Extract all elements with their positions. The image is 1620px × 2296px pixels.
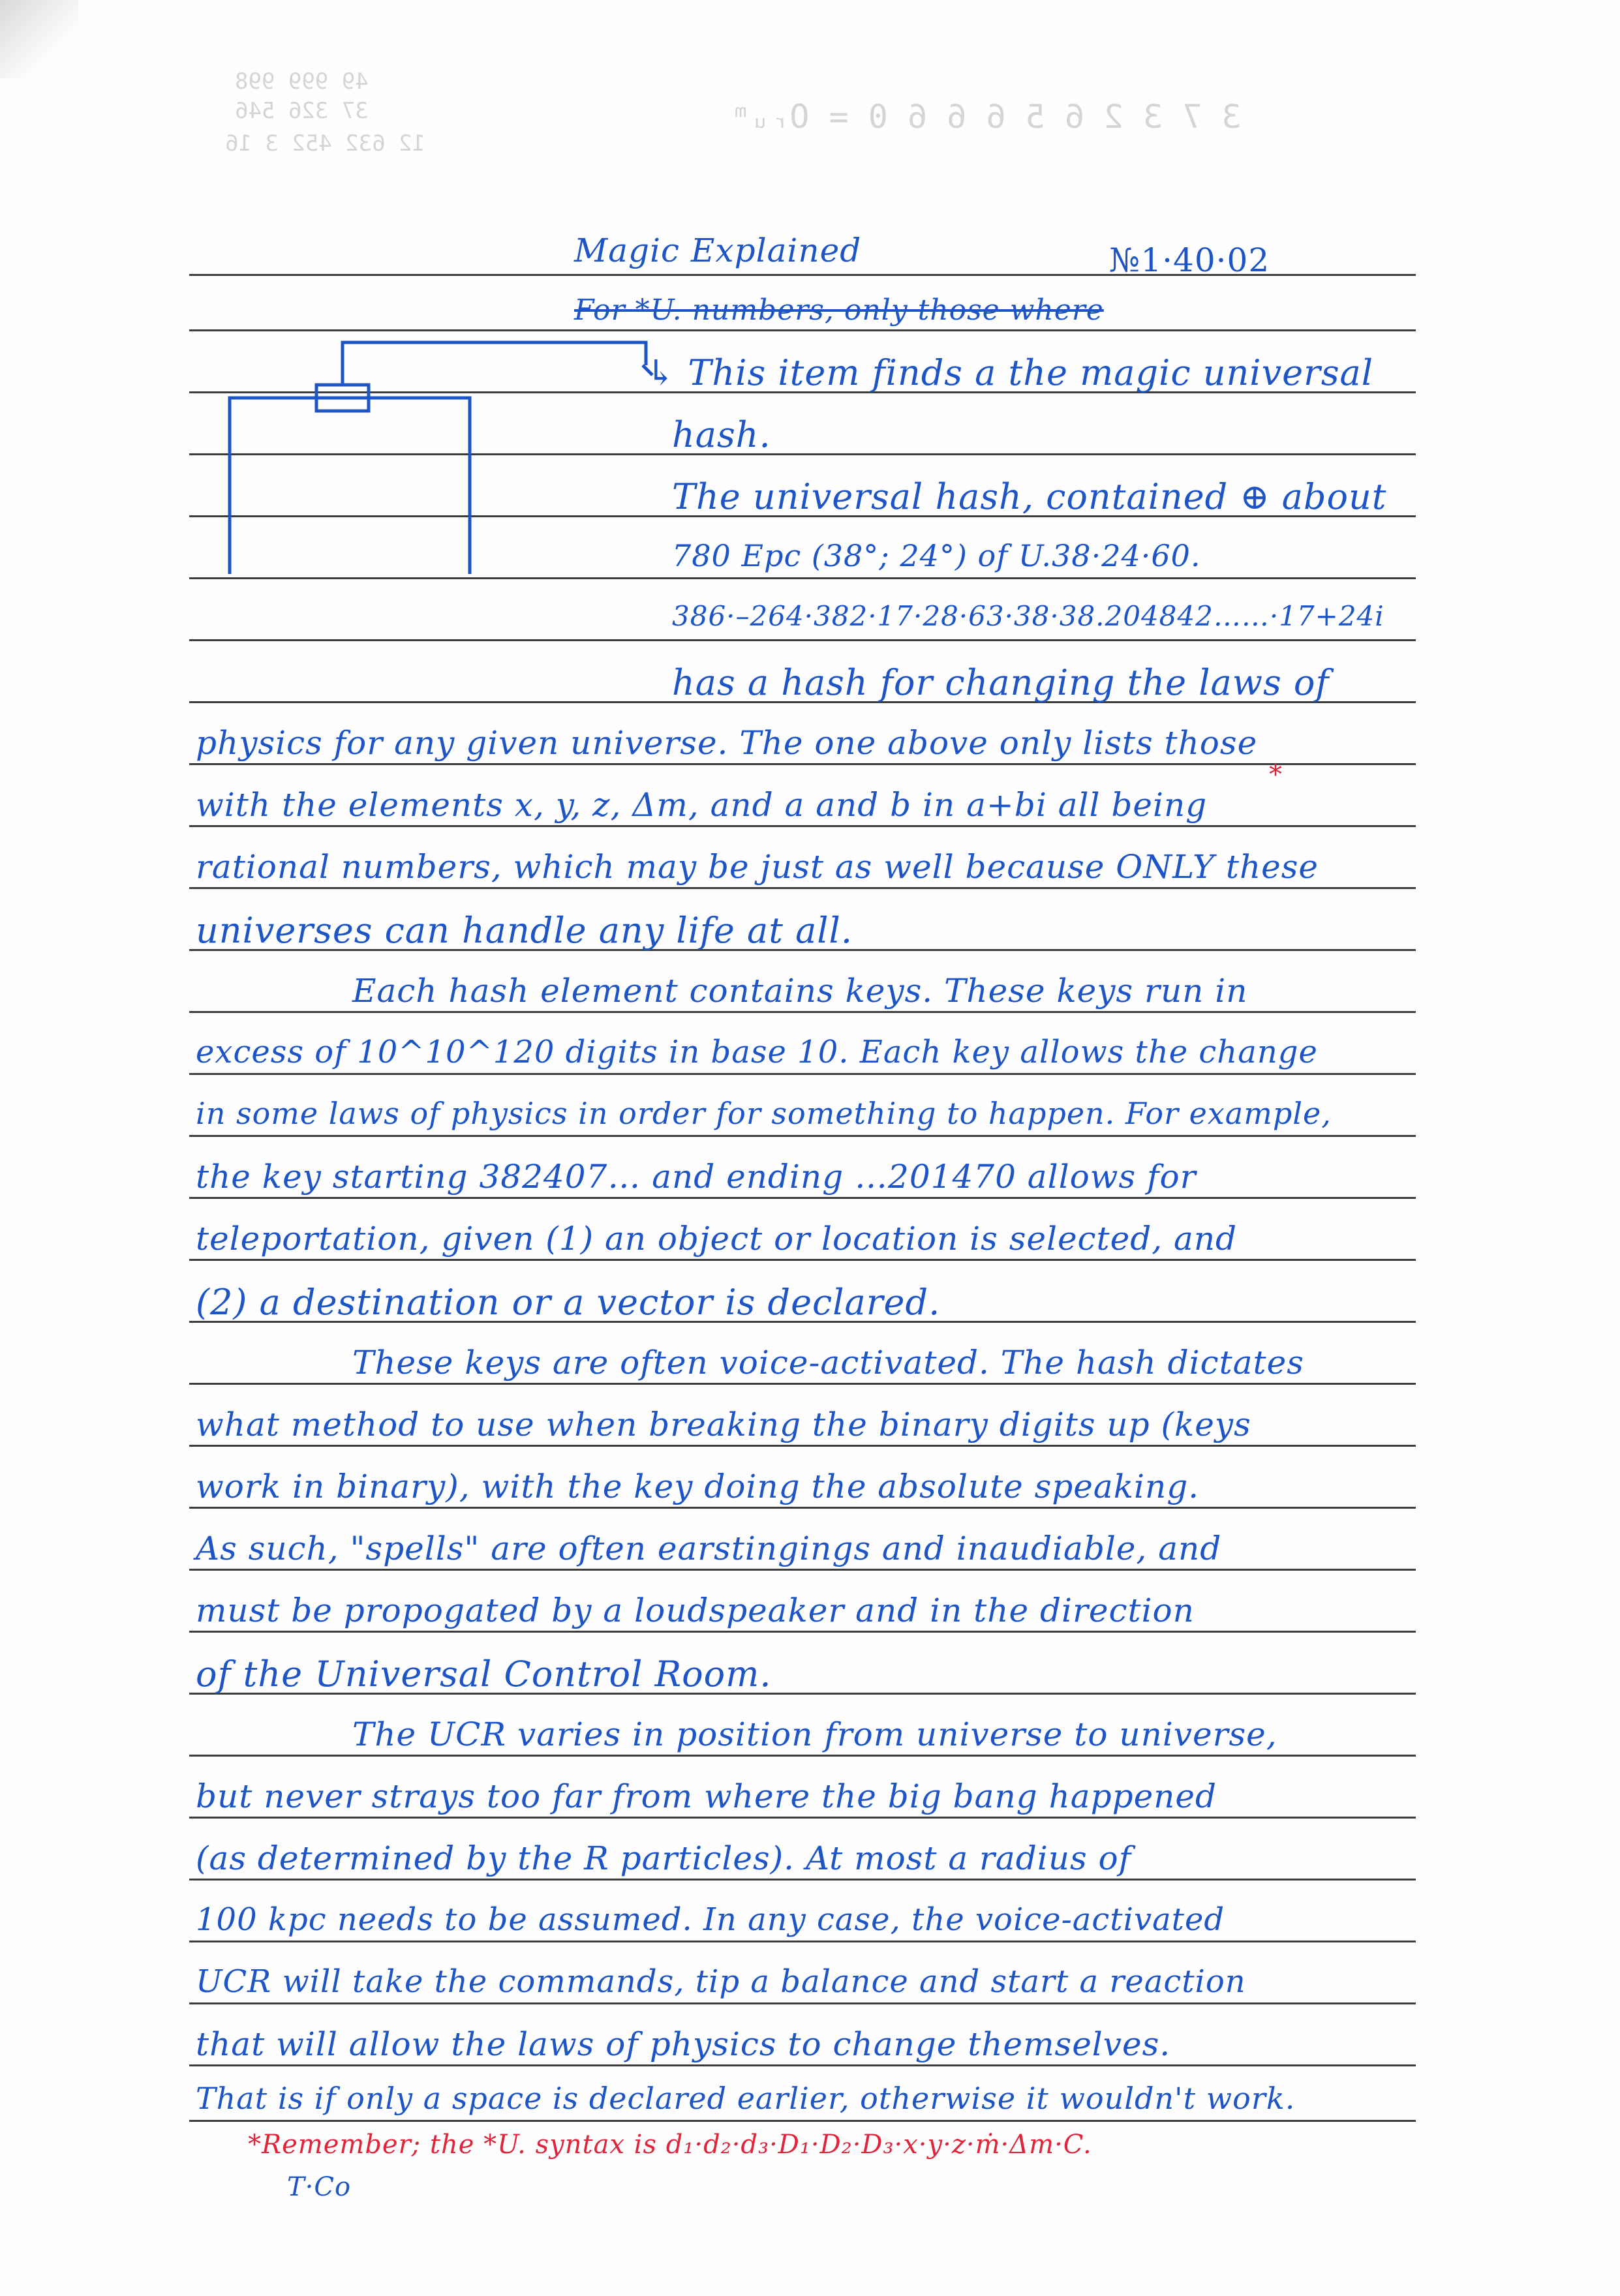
struck-out-line: For *U. numbers, only those where xyxy=(574,294,1104,327)
text-line: physics for any given universe. The one above only lists those xyxy=(196,724,1258,762)
text-line: (2) a destination or a vector is declared. xyxy=(196,1282,941,1323)
text-line: These keys are often voice-activated. The hash dictates xyxy=(352,1344,1304,1382)
text-line: of the Universal Control Room. xyxy=(196,1654,772,1695)
text-line: hash. xyxy=(672,414,771,455)
text-line: work in binary), with the key doing the absolute speaking. xyxy=(196,1468,1200,1505)
text-line: has a hash for changing the laws of xyxy=(672,662,1330,703)
text-line: in some laws of physics in order for something to happen. For example, xyxy=(196,1096,1332,1131)
signature: T·Co xyxy=(287,2172,352,2202)
text-line: the key starting 382407… and ending …201470 allows for xyxy=(196,1158,1197,1196)
bleed-through-text: 3 7 3 2 6 5 6 6 6 0 = Oᵣᵤᵐ xyxy=(731,98,1242,136)
footnote: *Remember; the *U. syntax is d₁·d₂·d₃·D₁·D₂·D₃·x·y·z·ṁ·Δm·C. xyxy=(248,2130,1092,2160)
text-line: 780 Epc (38°; 24°) of U.38·24·60. xyxy=(672,538,1201,573)
text-line: 100 kpc needs to be assumed. In any case, the voice-activated xyxy=(196,1901,1225,1938)
document-number: №1·40·02 xyxy=(1109,241,1270,279)
text-line: 386·–264·382·17·28·63·38·38.204842……·17+24i xyxy=(672,600,1384,632)
text-line: As such, "spells" are often earstingings and inaudiable, and xyxy=(196,1530,1222,1567)
red-asterisk: * xyxy=(1269,760,1282,790)
text-line: teleportation, given (1) an object or location is selected, and xyxy=(196,1220,1238,1258)
text-line: (as determined by the R particles). At most a radius of xyxy=(196,1839,1132,1877)
bleed-through-text: 12 632 452 3 16 xyxy=(225,130,426,157)
text-line: That is if only a space is declared earlier, otherwise it wouldn't work. xyxy=(196,2081,1296,2116)
text-line: but never strays too far from where the big bang happened xyxy=(196,1777,1217,1815)
text-line: The UCR varies in position from universe to universe, xyxy=(352,1715,1277,1753)
text-line: excess of 10^10^120 digits in base 10. Each key allows the change xyxy=(196,1034,1318,1070)
page-title: Magic Explained xyxy=(574,232,862,269)
text-line: universes can handle any life at all. xyxy=(196,910,853,951)
bleed-through-text: 37 326 546 xyxy=(235,98,369,124)
text-line: Each hash element contains keys. These keys run in xyxy=(352,972,1248,1010)
text-line: rational numbers, which may be just as well because ONLY these xyxy=(196,848,1319,886)
bleed-through-text: 49 999 998 xyxy=(235,68,369,95)
text-line: ↳ This item finds a the magic universal xyxy=(646,352,1374,393)
text-line: UCR will take the commands, tip a balance and start a reaction xyxy=(196,1963,1246,2000)
text-line: what method to use when breaking the binary digits up (keys xyxy=(196,1406,1251,1443)
text-line: The universal hash, contained ⊕ about xyxy=(672,476,1387,517)
text-line: with the elements x, y, z, Δm, and a and b in a+bi all being xyxy=(196,786,1208,824)
text-line: that will allow the laws of physics to change themselves. xyxy=(196,2025,1171,2063)
text-line: must be propogated by a loudspeaker and in the direction xyxy=(196,1592,1195,1629)
